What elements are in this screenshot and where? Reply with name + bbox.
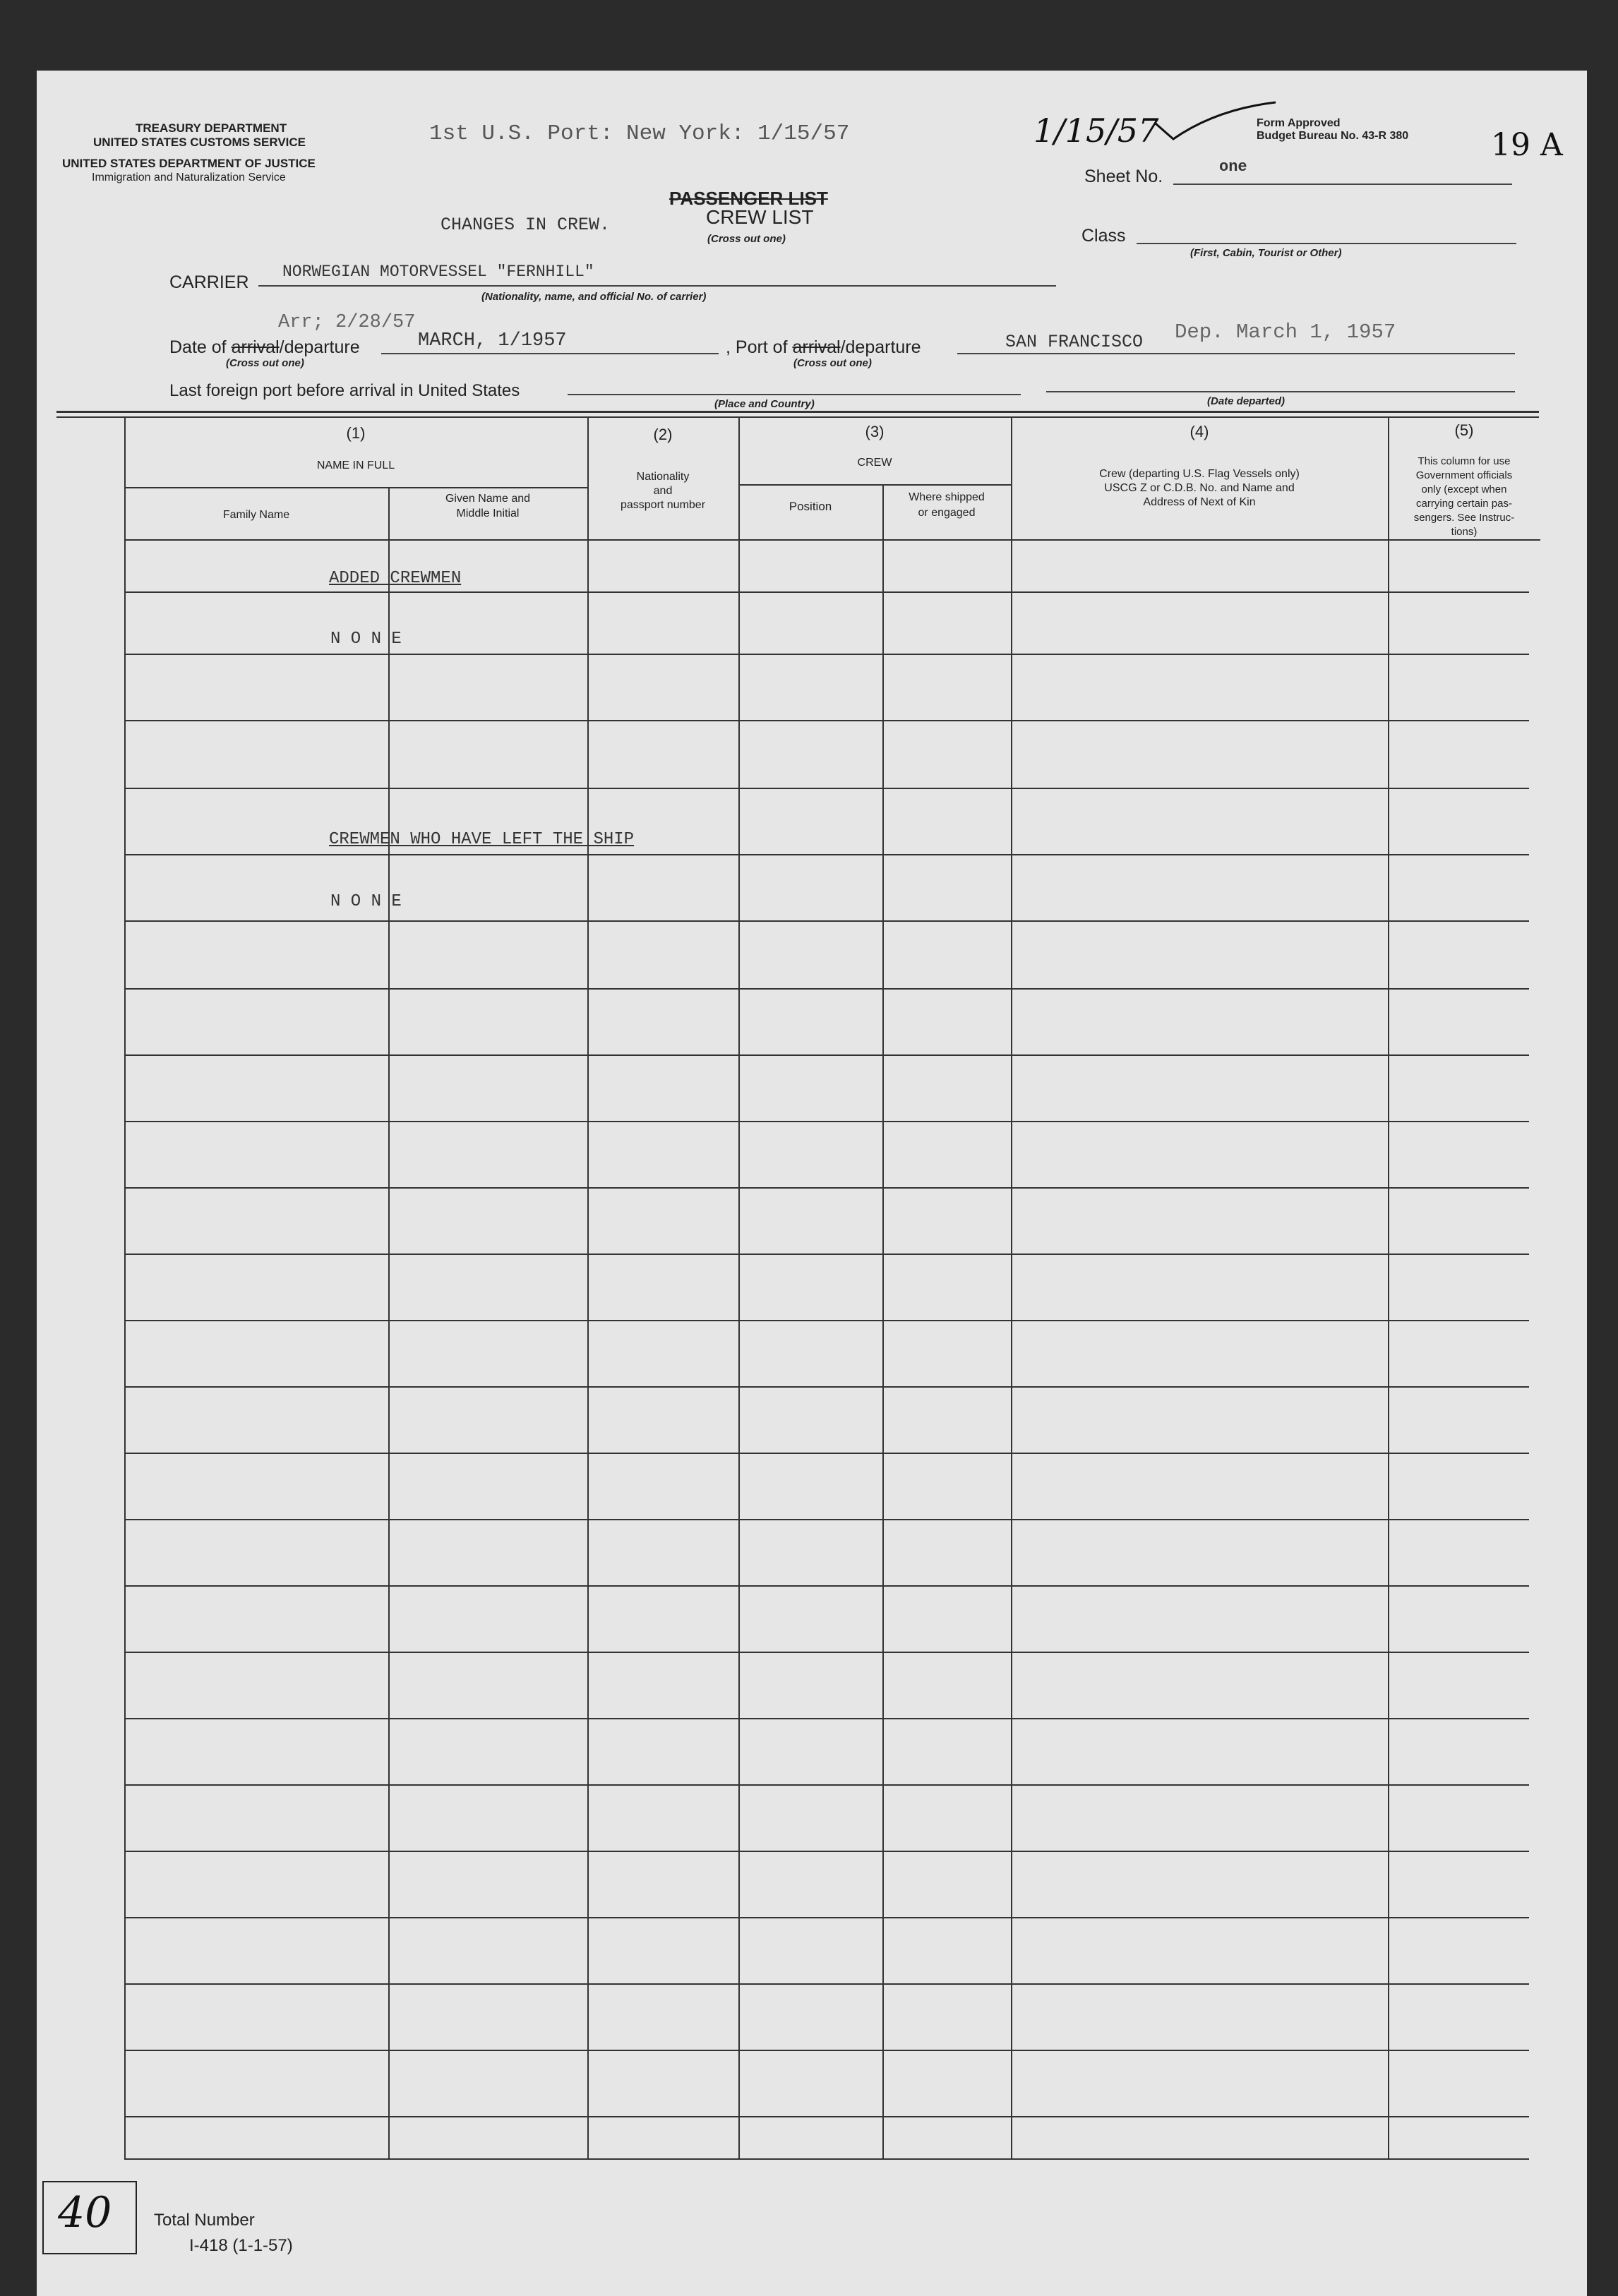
col3-title: CREW xyxy=(857,457,892,469)
col-line-name-nat xyxy=(587,418,589,2158)
last-port-underline xyxy=(568,394,1021,395)
table-row-rule xyxy=(124,654,1529,655)
total-number-label: Total Number xyxy=(154,2211,255,2230)
sheet-underline xyxy=(1173,184,1512,185)
table-row-rule xyxy=(124,1121,1529,1122)
table-row-rule xyxy=(124,920,1529,922)
col-line-nat-crew xyxy=(738,418,740,2158)
col5-gov-officials: This column for use Government officials only (except when carrying certain pas- sengers. See Instruc- tions) xyxy=(1413,455,1515,538)
agency-line-2: UNITED STATES CUSTOMS SERVICE xyxy=(93,136,306,149)
sheet-label: Sheet No. xyxy=(1084,167,1163,186)
table-top-rule-1 xyxy=(56,411,1539,413)
table-row-rule xyxy=(124,1453,1529,1454)
form-approved-2: Budget Bureau No. 43-R 380 xyxy=(1257,130,1409,142)
table-row-rule xyxy=(124,1519,1529,1520)
total-number-value: 40 xyxy=(58,2188,112,2237)
col1b-given-name: Given Name and Middle Initial xyxy=(445,493,531,519)
table-row-rule xyxy=(124,1652,1529,1653)
crewmen-left-none: N O N E xyxy=(330,892,402,911)
agency-line-4: Immigration and Naturalization Service xyxy=(92,172,286,184)
date-underline xyxy=(381,353,719,354)
page-number: 19 A xyxy=(1491,127,1563,163)
table-row-rule xyxy=(124,591,1529,593)
date-value: MARCH, 1/1957 xyxy=(418,330,567,351)
col2-number: (2) xyxy=(653,426,673,443)
last-port-label: Last foreign port before arrival in United States xyxy=(169,381,520,400)
carrier-note: (Nationality, name, and official No. of carrier) xyxy=(481,291,707,303)
class-underline xyxy=(1137,243,1516,244)
col3-number: (3) xyxy=(865,423,885,440)
handwritten-date: 1/15/57 xyxy=(1033,112,1159,150)
table-row-rule xyxy=(124,1187,1529,1189)
carrier-label: CARRIER xyxy=(169,272,249,292)
table-row-rule xyxy=(124,720,1529,721)
date-label: Date of arrival/departure xyxy=(169,337,360,357)
col1a-family-name: Family Name xyxy=(222,509,290,521)
table-row-rule xyxy=(124,1784,1529,1786)
form-identifier: I-418 (1-1-57) xyxy=(189,2236,293,2255)
col-line-left xyxy=(124,418,126,2158)
crew-list-title: CREW LIST xyxy=(706,206,814,228)
date-note: (Cross out one) xyxy=(226,357,304,369)
crew-subheader-rule xyxy=(738,484,1011,486)
col5-number: (5) xyxy=(1454,421,1474,439)
sheet-value: one xyxy=(1219,158,1247,176)
table-row-rule xyxy=(124,854,1529,855)
class-label: Class xyxy=(1081,226,1126,246)
table-row-rule xyxy=(124,788,1529,789)
port-value: SAN FRANCISCO xyxy=(1005,332,1144,352)
carrier-underline xyxy=(258,285,1056,287)
departure-note: Dep. March 1, 1957 xyxy=(1175,320,1396,344)
agency-line-3: UNITED STATES DEPARTMENT OF JUSTICE xyxy=(62,157,316,170)
table-row-rule xyxy=(124,1851,1529,1852)
table-row-rule xyxy=(124,1254,1529,1255)
table-top-rule-2 xyxy=(56,416,1539,418)
table-row-rule xyxy=(124,1718,1529,1719)
added-crewmen-heading: ADDED CREWMEN xyxy=(329,569,462,588)
table-row-rule xyxy=(124,2158,1529,2160)
table-row-rule xyxy=(124,2050,1529,2051)
col3a-position: Position xyxy=(789,500,832,513)
class-note: (First, Cabin, Tourist or Other) xyxy=(1190,247,1342,259)
first-us-port: 1st U.S. Port: New York: 1/15/57 xyxy=(429,121,850,146)
port-note: (Cross out one) xyxy=(793,357,872,369)
carrier-value: NORWEGIAN MOTORVESSEL "FERNHILL" xyxy=(282,263,594,281)
table-row-rule xyxy=(124,1054,1529,1056)
form-sheet xyxy=(37,71,1587,2296)
col1-number: (1) xyxy=(346,424,366,442)
table-row-rule xyxy=(124,1585,1529,1587)
table-row-rule xyxy=(124,1983,1529,1985)
col1-title: NAME IN FULL xyxy=(316,459,395,471)
passenger-list-struck: PASSENGER LIST xyxy=(669,188,828,209)
col-line-family-given xyxy=(388,487,390,2158)
port-underline xyxy=(957,353,1515,354)
table-row-rule xyxy=(124,2116,1529,2117)
agency-line-1: TREASURY DEPARTMENT xyxy=(136,121,287,135)
arrival-note: Arr; 2/28/57 xyxy=(278,312,416,333)
col4-crew-kin: Crew (departing U.S. Flag Vessels only) USCG Z or C.D.B. No. and Name and Address of Next of Kin xyxy=(1099,468,1300,508)
name-subheader-rule xyxy=(124,487,587,488)
changes-in-crew: CHANGES IN CREW. xyxy=(441,215,611,235)
crew-list-note: (Cross out one) xyxy=(707,233,786,245)
col4-number: (4) xyxy=(1189,423,1209,440)
table-row-rule xyxy=(124,1386,1529,1388)
added-crewmen-none: N O N E xyxy=(330,630,402,649)
table-row-rule xyxy=(124,988,1529,990)
form-approved-1: Form Approved xyxy=(1257,117,1341,129)
col3b-where-shipped: Where shipped or engaged xyxy=(909,491,985,519)
last-date-underline xyxy=(1046,391,1515,392)
place-note: (Place and Country) xyxy=(714,398,815,410)
date-departed-note: (Date departed) xyxy=(1207,395,1286,407)
col-line-pos-shipped xyxy=(882,484,884,2158)
crewmen-left-heading: CREWMEN WHO HAVE LEFT THE SHIP xyxy=(329,830,635,849)
col2-nationality: Nationality and passport number xyxy=(620,471,706,511)
col-line-kin-gov xyxy=(1388,418,1389,2158)
port-label: , Port of arrival/departure xyxy=(726,337,921,357)
table-row-rule xyxy=(124,1320,1529,1321)
col-line-crew-kin xyxy=(1011,418,1012,2158)
table-row-rule xyxy=(124,1917,1529,1918)
table-row-rule xyxy=(124,539,1540,541)
